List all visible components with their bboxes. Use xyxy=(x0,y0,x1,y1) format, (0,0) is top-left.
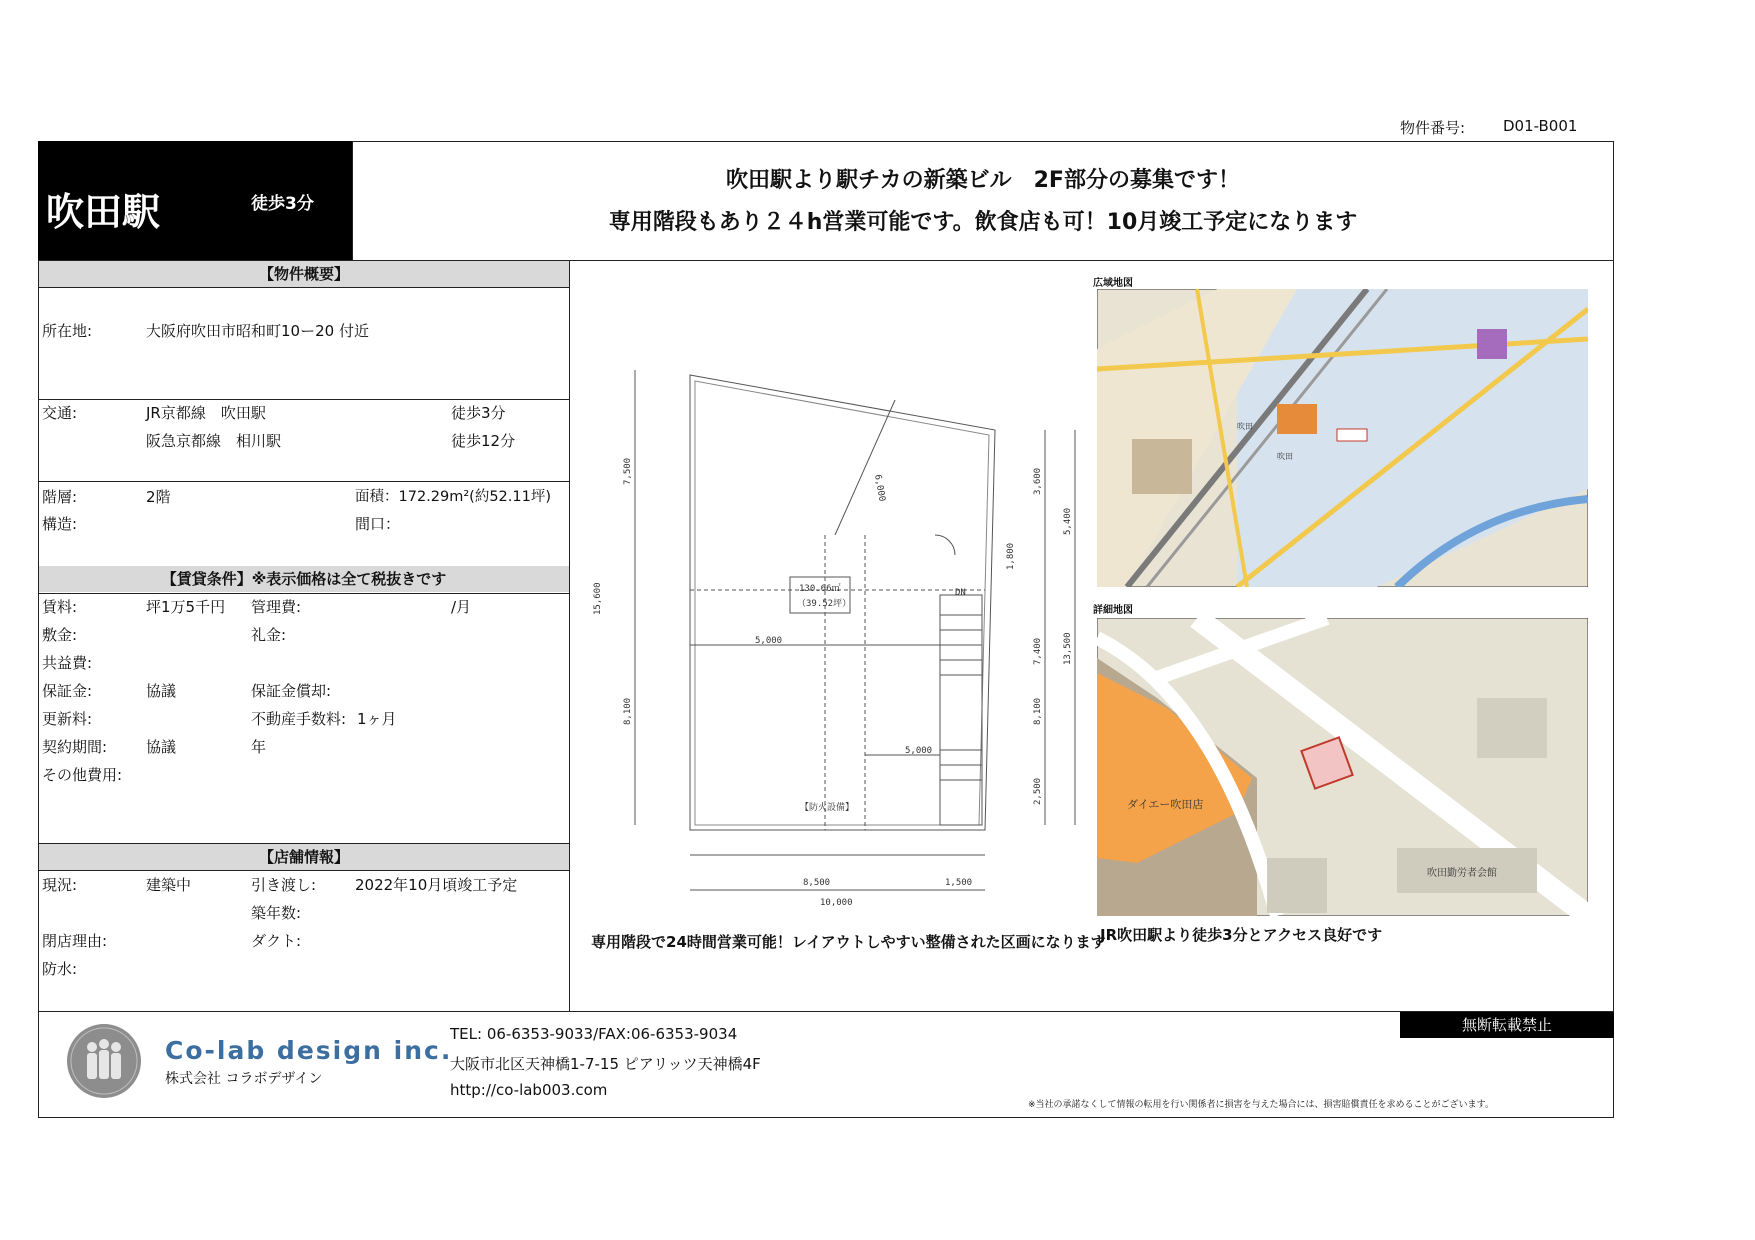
plan-dim: 1,500 xyxy=(945,878,973,888)
waterproof-label: 防水: xyxy=(42,960,78,978)
plan-dim: 13,500 xyxy=(1063,632,1073,665)
kinrosha-label: 吹田勤労者会館 xyxy=(1427,868,1497,879)
company-name-ja: 株式会社 コラボデザイン xyxy=(165,1071,323,1087)
building-age-label: 築年数: xyxy=(251,904,302,922)
plan-dim: 8,100 xyxy=(623,697,633,725)
divider xyxy=(38,870,569,871)
mgmt-unit: /月 xyxy=(451,598,472,616)
access-line-2: 阪急京都線 相川駅 xyxy=(146,432,282,450)
divider xyxy=(569,260,570,1011)
plan-caption: 専用階段で24時間営業可能！レイアウトしやすい整備された区画になります xyxy=(591,933,1106,951)
amortization-label: 保証金償却: xyxy=(251,682,332,700)
divider xyxy=(352,141,353,260)
duct-label: ダクト: xyxy=(251,932,302,950)
handover: 2022年10月頃竣工予定 xyxy=(355,876,518,894)
no-reprint-badge: 無断転載禁止 xyxy=(1400,1012,1614,1038)
station-name: 吹田駅 xyxy=(46,190,161,234)
access-walk-2: 徒歩12分 xyxy=(451,432,516,450)
daiei-label: ダイエー吹田店 xyxy=(1127,798,1204,811)
renewal-label: 更新料: xyxy=(42,710,93,728)
period-unit: 年 xyxy=(251,738,267,756)
rent-label: 賃料: xyxy=(42,598,78,616)
access-label: 交通: xyxy=(42,404,78,422)
guarantee: 協議 xyxy=(146,682,177,700)
plan-dim: 5,000 xyxy=(905,746,933,756)
wide-area-map xyxy=(1097,289,1588,587)
property-number: D01-B001 xyxy=(1503,117,1578,135)
disclaimer: ※当社の承諾なくして情報の転用を行い関係者に損害を与えた場合には、損害賠償責任を求めることがございます。 xyxy=(1028,1100,1494,1110)
floor: 2階 xyxy=(146,488,171,506)
area: 面積：172.29m²(約52.11坪) xyxy=(355,489,551,505)
key-money-label: 礼金: xyxy=(251,626,287,644)
plan-dim: 5,000 xyxy=(755,636,783,646)
broker-fee-label: 不動産手数料: xyxy=(251,710,347,728)
status-label: 現況: xyxy=(42,876,78,894)
divider xyxy=(38,481,569,482)
plan-dim: 7,400 xyxy=(1033,637,1043,665)
access-line-1: JR京都線 吹田駅 xyxy=(146,404,266,422)
address: 大阪府吹田市昭和町10ー20 付近 xyxy=(146,322,369,340)
plan-dim: 2,500 xyxy=(1033,777,1043,805)
plan-dim: 7,500 xyxy=(623,457,633,485)
access-walk-1: 徒歩3分 xyxy=(451,404,506,422)
address-label: 所在地: xyxy=(42,322,93,340)
plan-dim: 6,000 xyxy=(872,473,887,503)
broker-fee: 1ヶ月 xyxy=(357,710,397,728)
station-block xyxy=(38,141,352,260)
headline-line1: 吹田駅より駅チカの新築ビル 2F部分の募集です！ xyxy=(726,168,1240,193)
company-name: Co-lab design inc. xyxy=(165,1036,453,1065)
structure-label: 構造: xyxy=(42,515,78,533)
common-fee-label: 共益費: xyxy=(42,654,93,672)
closing-reason-label: 閉店理由: xyxy=(42,932,108,950)
plan-dim: 10,000 xyxy=(820,898,853,908)
period: 協議 xyxy=(146,738,177,756)
property-number-label: 物件番号: xyxy=(1400,119,1466,137)
period-label: 契約期間: xyxy=(42,738,108,756)
rent: 坪1万5千円 xyxy=(146,598,226,616)
divider xyxy=(38,287,569,288)
mgmt-label: 管理費: xyxy=(251,598,302,616)
floor-label: 階層: xyxy=(42,488,78,506)
plan-dn-label: DN xyxy=(955,588,966,598)
contact-tel: TEL: 06-6353-9033/FAX:06-6353-9034 xyxy=(450,1025,738,1043)
wide-map-label: 吹田 xyxy=(1237,422,1253,431)
map-caption: JR吹田駅より徒歩3分とアクセス良好です xyxy=(1100,926,1383,944)
terms-title: 【賃貸条件】※表示価格は全て税抜きです xyxy=(39,566,569,592)
plan-area-main: 130.66㎡ xyxy=(799,584,841,594)
plan-dim: 1,800 xyxy=(1006,542,1016,570)
contact-address: 大阪市北区天神橋1-7-15 ピアリッツ天神橋4F xyxy=(450,1055,761,1073)
wide-map-label: 吹田 xyxy=(1277,452,1293,461)
headline xyxy=(352,160,1614,244)
plan-dim: 3,600 xyxy=(1033,467,1043,495)
plan-dim: 15,600 xyxy=(593,582,603,615)
station-walk-time: 徒歩3分 xyxy=(251,194,314,214)
other-fees-label: その他費用: xyxy=(42,766,123,784)
company-logo xyxy=(66,1023,142,1099)
divider xyxy=(38,1011,1614,1012)
handover-label: 引き渡し: xyxy=(251,876,317,894)
plan-dim: 5,400 xyxy=(1063,507,1073,535)
floor-plan xyxy=(575,345,1090,925)
company-url[interactable]: http://co-lab003.com xyxy=(450,1081,608,1099)
shop-title: 【店舗情報】 xyxy=(39,844,569,870)
detail-map xyxy=(1097,618,1588,916)
wide-map-title: 広域地図 xyxy=(1093,278,1133,289)
plan-fire-label: 【防火設備】 xyxy=(800,803,855,813)
headline-line2: 専用階段もあり２４h営業可能です。飲食店も可！10月竣工予定になります xyxy=(608,210,1358,235)
plan-area-tsubo: （39.52坪） xyxy=(797,599,852,609)
plan-dim: 8,100 xyxy=(1033,697,1043,725)
guarantee-label: 保証金: xyxy=(42,682,93,700)
overview-title: 【物件概要】 xyxy=(39,261,569,287)
detail-map-title: 詳細地図 xyxy=(1093,605,1133,616)
deposit-label: 敷金: xyxy=(42,626,78,644)
divider xyxy=(38,399,569,400)
divider xyxy=(38,593,569,594)
plan-dim: 8,500 xyxy=(803,878,831,888)
frontage: 間口： xyxy=(355,515,401,533)
status: 建築中 xyxy=(146,876,192,894)
